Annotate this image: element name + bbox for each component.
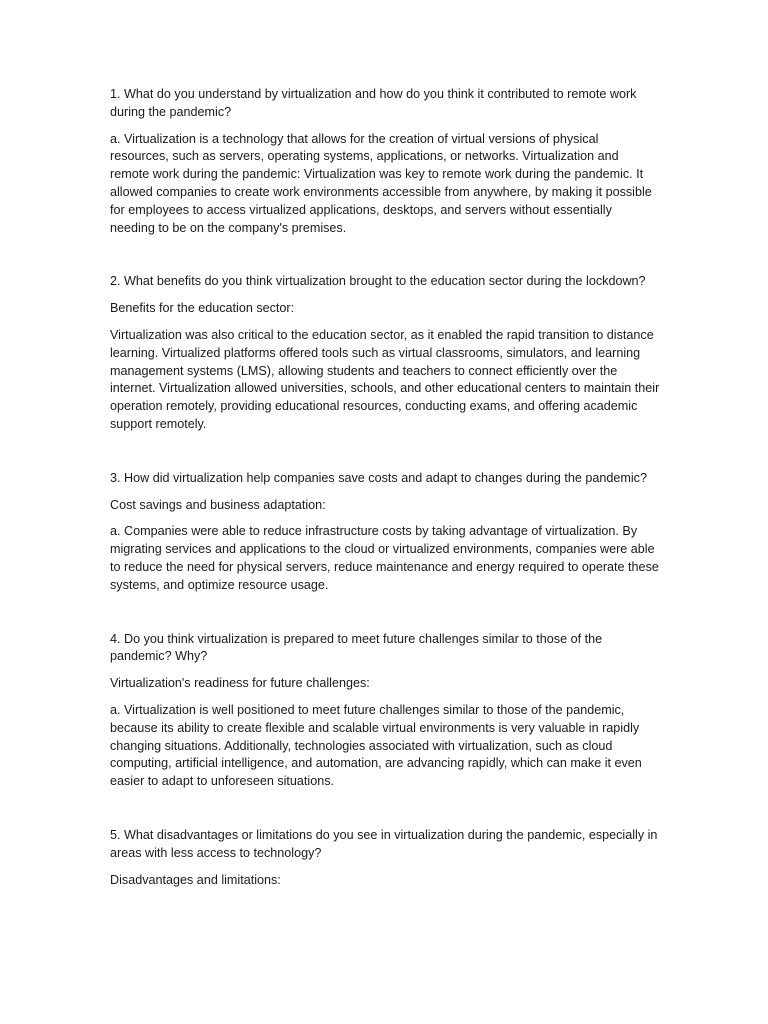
heading-4: Virtualization's readiness for future challenges:: [110, 676, 370, 691]
answer-4: a. Virtualization is well positioned to meet future challenges similar to those of the pandemic, because its ability to create flexible and scalable virtual environments is very valuable in rapidly changing situations. Additionally, technologies associated with virtualization, such as cloud computing, artificial intelligence, and automation, are advancing rapidly, which can make it even easier to adapt to unforeseen situations.: [110, 702, 642, 789]
heading-3: Cost savings and business adaptation:: [110, 497, 326, 512]
section-2: [110, 273, 660, 433]
question-4: 4. Do you think virtualization is prepared to meet future challenges similar to those of the pandemic? Why?: [110, 631, 603, 664]
question-2: 2. What benefits do you think virtualization brought to the education sector during the lockdown?: [110, 274, 646, 289]
question-1: 1. What do you understand by virtualization and how do you think it contributed to remote work during the pandemic?: [110, 87, 637, 119]
answer-3: a. Companies were able to reduce infrastructure costs by taking advantage of virtualization. By migrating services and applications to the cloud or virtualized environments, companies were able to reduce the need for physical servers, reduce maintenance and energy required to operate these systems, and optimize resource usage.: [110, 524, 659, 592]
section-5: [110, 827, 660, 889]
section-4: [110, 631, 660, 791]
answer-1: a. Virtualization is a technology that allows for the creation of virtual versions of physical resources, such as servers, operating systems, applications, or networks. Virtualization and remote work during the pandemic: Virtualization was key to remote work during the pandemic. It allowed companies to create work environments accessible from anywhere, by making it possible for employees to access virtualized applications, desktops, and servers without essentially needing to be on the company's premises.: [110, 131, 652, 235]
question-3: 3. How did virtualization help companies save costs and adapt to changes during the pandemic?: [110, 470, 647, 485]
section-3: [110, 470, 660, 595]
question-5: 5. What disadvantages or limitations do you see in virtualization during the pandemic, especially in areas with less access to technology?: [110, 827, 658, 860]
heading-5: Disadvantages and limitations:: [110, 872, 281, 887]
answer-2: Virtualization was also critical to the education sector, as it enabled the rapid transition to distance learning. Virtualized platforms offered tools such as virtual classrooms, simulators, and learning management systems (LMS), allowing students and teachers to connect efficiently over the internet. Virtualization allowed universities, schools, and other educational centers to maintain their operation remotely, providing educational resources, conducting exams, and offering academic support remotely.: [110, 327, 660, 431]
document-page: [110, 86, 660, 925]
heading-2: Benefits for the education sector:: [110, 301, 295, 316]
section-1: [110, 86, 660, 237]
